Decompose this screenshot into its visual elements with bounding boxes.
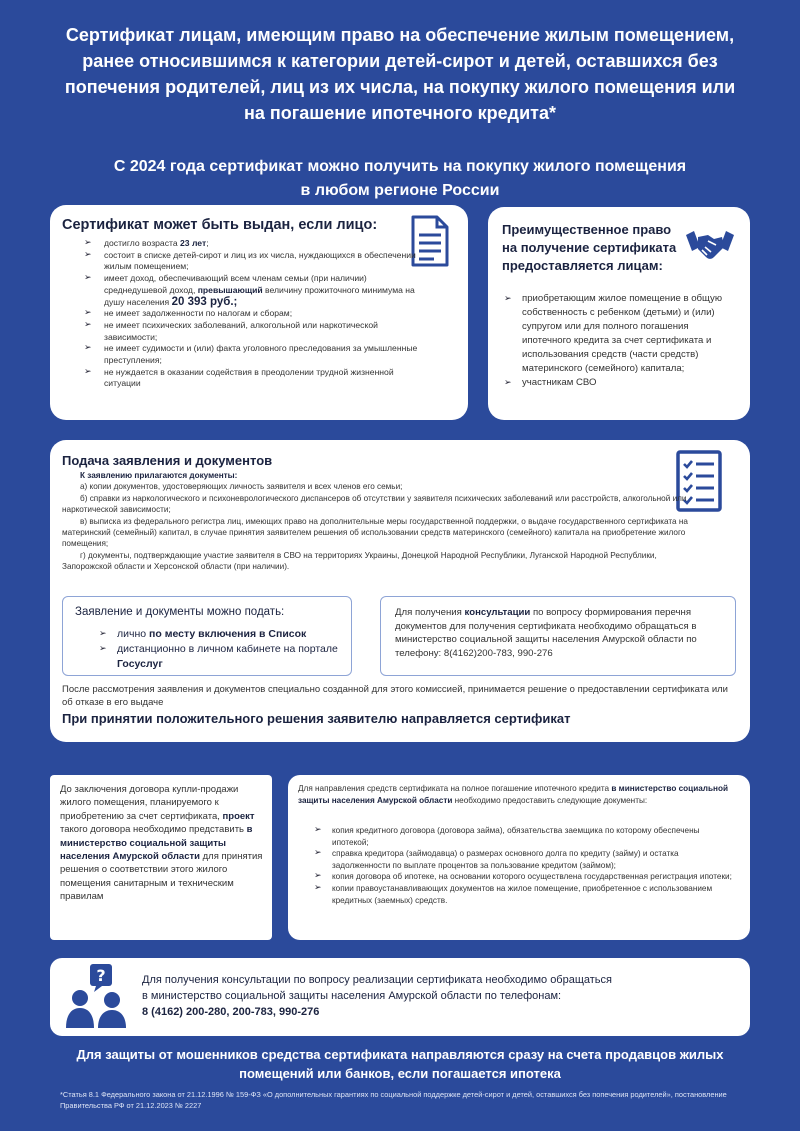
page-title: Сертификат лицам, имеющим право на обеспечение жилым помещением, ранее относившимся к категории детей-сирот и детей, оставшихся без попечения родителей, лиц из их числа, на покупку жилого помещения или на погашение ипотечного кредита* [64, 25, 736, 123]
list-item: ➢ копия кредитного договора (договора займа), обязательства заемщика по которому обеспечены ипотекой; [314, 825, 734, 848]
priority-card [488, 207, 750, 420]
submission-methods-box: Заявление и документы можно подать: ➢ лично по месту включения в Список ➢ дистанционно в личном кабинете на портале Госуслуг [62, 596, 352, 676]
list-item: ➢ копия договора об ипотеке, на основании которого осуществлена государственная регистрация ипотеки; [314, 871, 734, 883]
eligibility-card [50, 205, 468, 420]
list-item: ➢ имеет доход, обеспечивающий всем членам семьи (при наличии) среднедушевой доход, превышающий величину прожиточного минимума на душу населения 20 393 руб.; [86, 273, 426, 308]
eligibility-list [86, 238, 426, 390]
contact-phones: 8 (4162) 200-280, 200-783, 990-276 [142, 1006, 320, 1018]
contract-card: До заключения договора купли-продажи жилого помещения, планируемого к приобретению за счет сертификата, проект такого договора необходимо представить в министерство социальной защиты населения Амурской области для принятия решения о соответствии этого жилого помещения санитарным и техническим правилам [50, 775, 272, 940]
list-item: ➢ достигло возраста 23 лет; [86, 238, 426, 250]
list-item: ➢ не имеет задолженности по налогам и сборам; [86, 308, 426, 320]
list-item: ➢ не имеет психических заболеваний, алкогольной или наркотической зависимости; [86, 320, 426, 343]
list-item: ➢ приобретающим жилое помещение в общую собственность с ребенком (детьми) и (или) супругом или для полного погашения ипотечного кредита за счет сертификата и использования средств (части средств) материнского (семейного) капитала; [504, 292, 736, 376]
list-item: ➢ не имеет судимости и (или) факта уголовного преследования за умышленные преступления; [86, 343, 426, 366]
svg-text:?: ? [96, 966, 106, 985]
list-item: ➢ дистанционно в личном кабинете на портале Госуслуг [99, 642, 339, 672]
list-item: г) документы, подтверждающие участие заявителя в СВО на территориях Украины, Донецкой Народной Республики, Луганской Народной Республики, Запорожской области и Херсонской области (при наличии). [62, 550, 657, 572]
consultation-box: Для получения консультации по вопросу формирования перечня документов для получения сертификата необходимо обращаться в министерство социальной защиты населения Амурской области по телефону: 8(4162)200-783, 990-276 [380, 596, 736, 676]
mortgage-docs-list [314, 825, 734, 906]
priority-heading: Преимущественное право на получение сертификата предоставляется лицам: [502, 222, 677, 273]
footnote: *Статья 8.1 Федерального закона от 21.12.1996 № 159-ФЗ «О дополнительных гарантиях по социальной поддержке детей-сирот и детей, оставшихся без попечения родителей», постановление Правительства РФ от 21.12.2023 № 2227 [60, 1090, 727, 1110]
consultation-people-icon [64, 964, 134, 1030]
decision-result: При принятии положительного решения заявителю направляется сертификат [62, 711, 571, 726]
page-subtitle: С 2024 года сертификат можно получить на покупку жилого помещения в любом регионе России [113, 158, 687, 199]
eligibility-heading: Сертификат может быть выдан, если лицо: [62, 217, 378, 233]
list-item: б) справки из наркологического и психоневрологического диспансеров об отсутствии у заявителя психических заболеваний или расстройств, алкогольной или наркотической зависимости; [62, 493, 687, 515]
list-item: ➢ не нуждается в оказании содействия в преодолении трудной жизненной ситуации [86, 367, 426, 390]
priority-list [504, 292, 736, 390]
list-item: в) выписка из федерального регистра лиц, имеющих право на дополнительные меры государственной поддержки, о выдаче государственного сертификата на материнский (семейный) капитал, в случае принятия заявителем решения об использовании средств материнского (семейного) капитала на приобретение жилого помещения; [62, 516, 688, 549]
handshake-icon [684, 227, 736, 263]
list-item: ➢ справка кредитора (займодавца) о размерах основного долга по кредиту (займу) и остатка задолженности по выплате процентов за пользование кредитом (займом); [314, 848, 734, 871]
documents-list: К заявлению прилагаются документы: а) копии документов, удостоверяющих личность заявителя и всех членов его семьи; б) справки из наркологического и психоневрологического диспансеров об отсутствии у заявителя психических заболеваний или расстройств, алкогольной или наркотической зависимости; в) выписка из федерального регистра лиц, имеющих право на дополнительные меры государственной поддержки, о выдаче государственного сертификата на материнский (семейный) капитал, в случае принятия заявителем решения об использовании средств материнского (семейного) капитала на приобретение жилого помещения; г) документы, подтверждающие участие заявителя в СВО на территориях Украины, Донецкой Народной Республики, Луганской Народной Республики, Запорожской области и Херсонской области (при наличии). [62, 470, 692, 573]
list-item: ➢ лично по месту включения в Список [99, 627, 339, 642]
contacts-card: ? Для получения консультации по вопросу реализации сертификата необходимо обращаться в министерство социальной защиты населения Амурской области по телефонам: 8 (4162) 200-280, 200-783, 990-276 [50, 958, 750, 1036]
list-item: а) копии документов, удостоверяющих личность заявителя и всех членов его семьи; [80, 482, 403, 492]
mortgage-card: Для направления средств сертификата на полное погашение ипотечного кредита в министерство социальной защиты населения Амурской области необходимо предоставить следующие документы: ➢ копия кредитного договора (договора займа), обязательства заемщика по которому обеспечены ипотекой; ➢ справка кредитора (займодавца) о размерах основного долга по кредиту (займу) и остатка задолженности по выплате процентов за пользование кредитом (займом); ➢ копия договора об ипотеке, на основании которого осуществлена государственная регистрация ипотеки; ➢ копии правоустанавливающих документов на жилое помещение, приобретенное с использованием кредитных (заемных) средств. [288, 775, 750, 940]
submission-card [50, 440, 750, 742]
fraud-warning: Для защиты от мошенников средства сертификата направляются сразу на счета продавцов жилых помещений или банков, если погашается ипотека [76, 1047, 724, 1081]
list-item: ➢ копии правоустанавливающих документов на жилое помещение, приобретенное с использованием кредитных (заемных) средств. [314, 883, 734, 906]
decision-text: После рассмотрения заявления и документов специально созданной для этого комиссией, принимается решение о предоставлении сертификата или об отказе в его выдаче [62, 684, 728, 708]
list-item: ➢ участникам СВО [504, 376, 736, 390]
submission-heading: Подача заявления и документов [62, 453, 273, 468]
list-item: ➢ состоит в списке детей-сирот и лиц из их числа, нуждающихся в обеспечении жилым помещением; [86, 250, 426, 273]
